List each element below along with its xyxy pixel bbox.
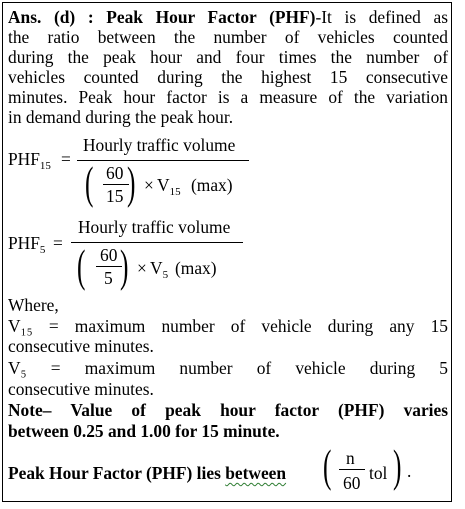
where-v5-line-2: consecutive minutes.: [8, 379, 154, 399]
phf15-v: $V_{15}$: [157, 175, 181, 198]
phf15-left-paren: (: [85, 157, 94, 208]
intro-line-1-rest: -It is defined as: [315, 7, 448, 27]
final-frac-den: 60: [343, 473, 361, 493]
final-period: .: [407, 461, 412, 481]
note-line-1: Note– Value of peak hour factor (PHF) varies: [8, 400, 448, 420]
phf5-max: (max): [175, 258, 217, 278]
phf15-inner-den: 15: [106, 186, 124, 206]
phf5-lhs: $PHF_5$: [8, 233, 46, 256]
answer-label: Ans. (d) : Peak Hour Factor (PHF): [8, 7, 316, 27]
intro-line-2: the ratio between the number of vehicles counted: [8, 27, 448, 47]
phf15-numerator: Hourly traffic volume: [83, 135, 236, 155]
phf15-max: (max): [191, 175, 233, 195]
phf5-left-paren: (: [77, 240, 86, 291]
where-v15-line-2: consecutive minutes.: [8, 336, 154, 356]
final-between: between: [225, 463, 287, 483]
final-frac-num: n: [346, 448, 355, 468]
intro-line-6: in demand during the peak hour.: [8, 107, 234, 127]
phf5-inner-num: 60: [100, 245, 118, 265]
phf15-fraction-bar: [77, 160, 249, 161]
final-suffix: tol: [369, 463, 388, 483]
where-v15-line-1: V₁₅ = maximum number of vehicle during any 15: [8, 316, 448, 336]
where-v5-line-1: V₅ = maximum number of vehicle during 5: [8, 358, 448, 378]
phf5-times: ×: [137, 258, 147, 278]
phf15-inner-num: 60: [106, 163, 124, 183]
phf5-inner-den: 5: [104, 268, 113, 288]
phf15-times: ×: [144, 175, 154, 195]
intro-line-1: [8, 7, 448, 27]
phf5-fraction-bar: [71, 242, 243, 243]
final-frac-bar: [339, 469, 365, 470]
final-right-paren: ): [393, 440, 402, 491]
where-title: Where,: [8, 295, 59, 315]
phf5-v: $V_5$: [150, 258, 169, 281]
phf5-inner-bar: [96, 266, 122, 267]
intro-line-4: vehicles counted during the highest 15 consecutive: [8, 67, 448, 87]
phf5-right-paren: ): [120, 240, 129, 291]
final-left-paren: (: [323, 440, 332, 491]
phf15-lhs: $PHF_{15}$: [8, 149, 51, 172]
phf5-numerator: Hourly traffic volume: [78, 217, 231, 237]
phf15-inner-bar: [103, 184, 129, 185]
intro-line-5: minutes. Peak hour factor is a measure of the variation: [8, 87, 448, 107]
phf15-right-paren: ): [127, 157, 136, 208]
answer-box: [2, 2, 452, 502]
intro-line-3: during the peak hour and four times the number of: [8, 47, 448, 67]
phf15-equals: =: [61, 149, 71, 169]
phf5-equals: =: [53, 233, 63, 253]
note-line-2: between 0.25 and 1.00 for 15 minute.: [8, 421, 280, 441]
final-text: Peak Hour Factor (PHF) lies between: [8, 463, 287, 483]
